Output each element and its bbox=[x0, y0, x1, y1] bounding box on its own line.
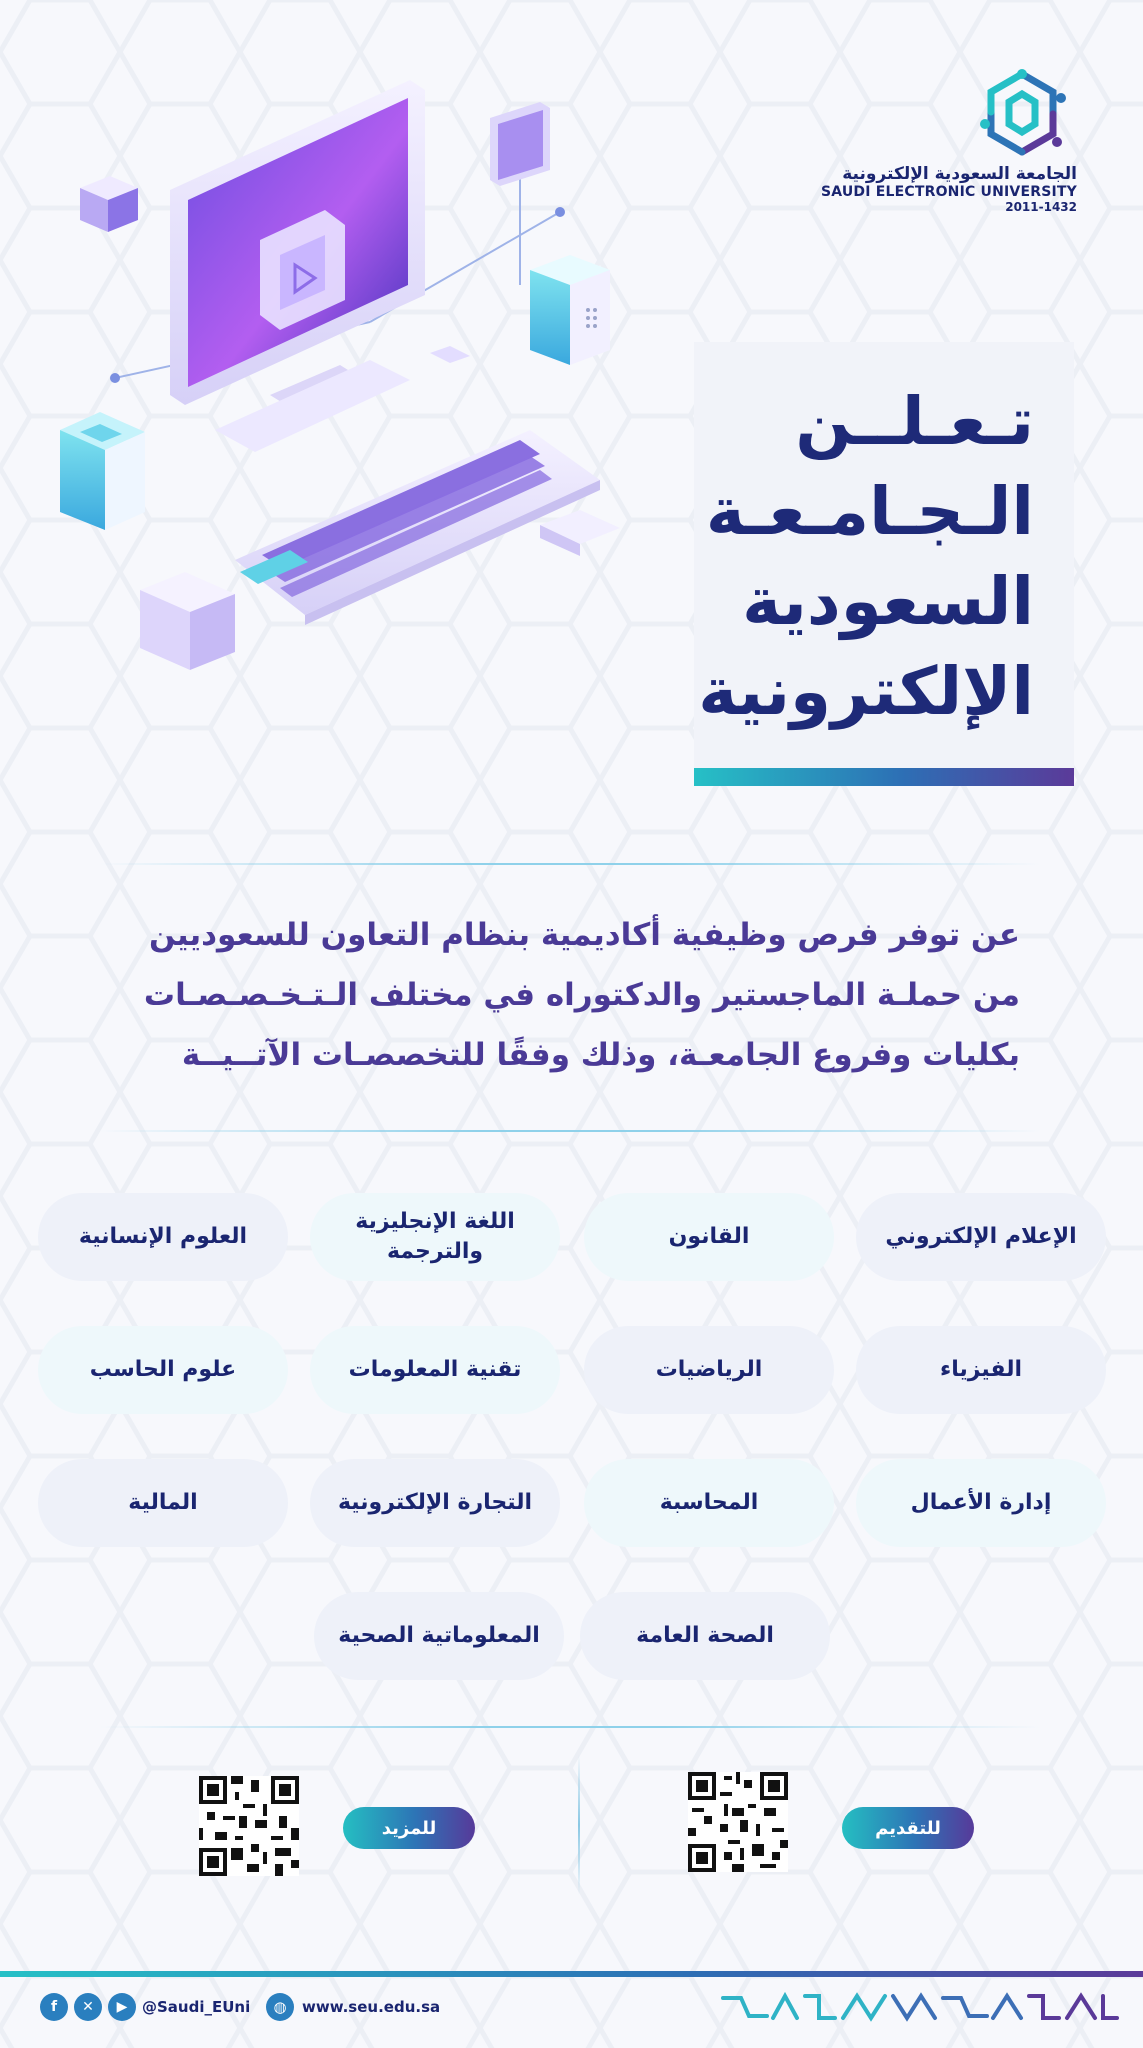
more-info-button[interactable]: للمزيد bbox=[343, 1807, 475, 1849]
x-icon[interactable]: ✕ bbox=[74, 1993, 102, 2021]
announcement-line: من حملـة الماجستير والدكتوراه في مختلف الـتـخـصـصـات bbox=[143, 977, 1020, 1013]
university-years: 2011-1432 bbox=[1005, 200, 1077, 214]
social-handle[interactable]: @Saudi_EUni bbox=[142, 1998, 251, 2016]
university-emblem-icon bbox=[977, 68, 1067, 158]
specialization-pill: اللغة الإنجليزية والترجمة bbox=[310, 1193, 560, 1281]
specialization-pill: الرياضيات bbox=[584, 1326, 834, 1414]
headline-line: الإلكترونية bbox=[698, 653, 1034, 730]
website-url[interactable]: www.seu.edu.sa bbox=[302, 1998, 441, 2016]
facebook-icon[interactable]: f bbox=[40, 1993, 68, 2021]
announcement-line: بكليات وفروع الجامعـة، وذلك وفقًا للتخصصـات الآتــيــة bbox=[181, 1037, 1020, 1073]
divider bbox=[100, 863, 1040, 865]
apply-button[interactable]: للتقديم bbox=[842, 1807, 974, 1849]
specialization-pill: الإعلام الإلكتروني bbox=[856, 1193, 1106, 1281]
footer-accent-bar bbox=[0, 1971, 1143, 1977]
specialization-pill: المحاسبة bbox=[584, 1459, 834, 1547]
specialization-pill: علوم الحاسب bbox=[38, 1326, 288, 1414]
headline bbox=[698, 377, 1034, 737]
headline-line: تـعـلــن bbox=[795, 383, 1034, 460]
headline-line: الـجـامـعـة bbox=[705, 473, 1034, 550]
vertical-divider bbox=[578, 1755, 580, 1895]
specialization-pill: التجارة الإلكترونية bbox=[310, 1459, 560, 1547]
specialization-pill: المعلوماتية الصحية bbox=[314, 1592, 564, 1680]
computer-illustration bbox=[40, 60, 660, 690]
announcement-text bbox=[120, 905, 1020, 1085]
announcement-line: عن توفر فرص وظيفية أكاديمية بنظام التعاون للسعوديين bbox=[148, 917, 1020, 953]
university-name-ar: الجامعة السعودية الإلكترونية bbox=[842, 164, 1077, 184]
youtube-icon[interactable]: ▶ bbox=[108, 1993, 136, 2021]
specialization-pill: المالية bbox=[38, 1459, 288, 1547]
university-name-en: SAUDI ELECTRONIC UNIVERSITY bbox=[820, 184, 1077, 200]
divider bbox=[100, 1726, 1040, 1728]
headline-accent-bar bbox=[694, 768, 1074, 786]
university-logo bbox=[817, 68, 1077, 214]
specialization-pill: الصحة العامة bbox=[580, 1592, 830, 1680]
globe-icon: ◍ bbox=[266, 1993, 294, 2021]
website-link[interactable] bbox=[266, 1993, 440, 2021]
specialization-pill: العلوم الإنسانية bbox=[38, 1193, 288, 1281]
headline-box bbox=[694, 342, 1074, 786]
specialization-pill: الفيزياء bbox=[856, 1326, 1106, 1414]
apply-qr-code[interactable] bbox=[688, 1772, 788, 1872]
headline-line: السعودية bbox=[742, 563, 1034, 640]
decorative-ornament bbox=[721, 1988, 1121, 2026]
more-info-qr-code[interactable] bbox=[199, 1776, 299, 1876]
specialization-pill: القانون bbox=[584, 1193, 834, 1281]
divider bbox=[100, 1130, 1040, 1132]
specialization-pill: إدارة الأعمال bbox=[856, 1459, 1106, 1547]
social-links bbox=[40, 1993, 250, 2021]
specialization-pill: تقنية المعلومات bbox=[310, 1326, 560, 1414]
